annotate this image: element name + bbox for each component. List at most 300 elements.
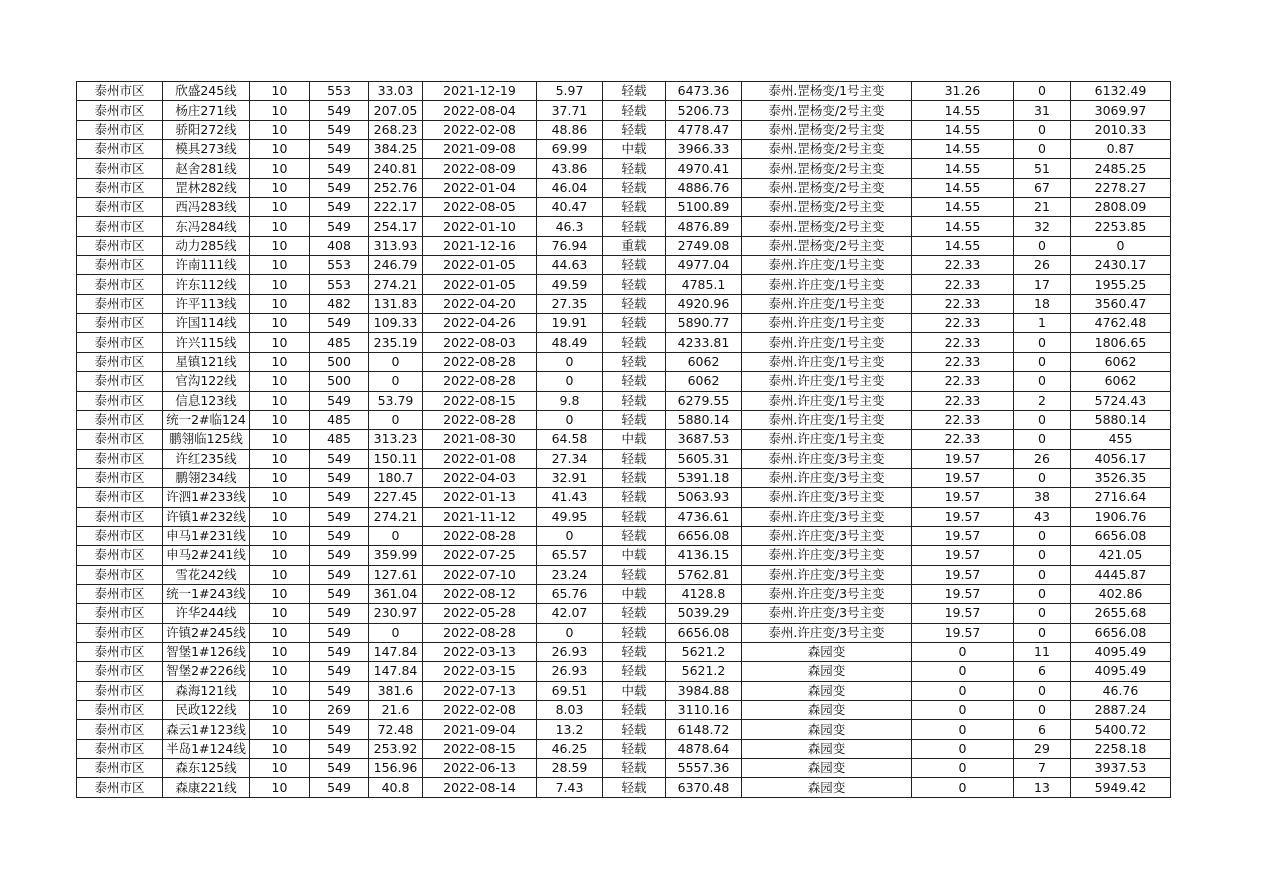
remaining-cell: 4233.81 — [666, 333, 742, 352]
remaining-cell: 6062 — [666, 352, 742, 371]
line-name-cell: 统一2#临124 — [163, 410, 250, 429]
available-cell: 3937.53 — [1071, 759, 1171, 778]
table-body — [77, 82, 1171, 798]
load-rate-cell: 0 — [537, 526, 603, 545]
load-status-cell: 重载 — [603, 236, 666, 255]
table-row — [77, 701, 1171, 720]
current-cell: 72.48 — [369, 720, 423, 739]
count-cell: 38 — [1014, 488, 1071, 507]
available-cell: 3560.47 — [1071, 294, 1171, 313]
transformer-cell: 森园变 — [742, 681, 912, 700]
count-cell: 11 — [1014, 642, 1071, 661]
line-name-cell: 鹏翎234线 — [163, 468, 250, 487]
date-cell: 2022-08-15 — [423, 391, 537, 410]
available-cell: 0.87 — [1071, 140, 1171, 159]
available-cell: 2887.24 — [1071, 701, 1171, 720]
region-cell: 泰州市区 — [77, 256, 163, 275]
region-cell: 泰州市区 — [77, 759, 163, 778]
load-status-cell: 轻载 — [603, 333, 666, 352]
date-cell: 2022-08-28 — [423, 623, 537, 642]
table-row — [77, 391, 1171, 410]
transformer-cell: 森园变 — [742, 701, 912, 720]
remaining-cell: 6062 — [666, 372, 742, 391]
line-name-cell: 罡林282线 — [163, 178, 250, 197]
load-rate-cell: 8.03 — [537, 701, 603, 720]
capacity-cell: 549 — [310, 565, 369, 584]
count-cell: 0 — [1014, 236, 1071, 255]
line-name-cell: 鹏翎临125线 — [163, 430, 250, 449]
load-status-cell: 轻载 — [603, 352, 666, 371]
current-cell: 33.03 — [369, 82, 423, 101]
date-cell: 2021-09-08 — [423, 140, 537, 159]
available-cell: 3069.97 — [1071, 101, 1171, 120]
region-cell: 泰州市区 — [77, 642, 163, 661]
current-cell: 313.23 — [369, 430, 423, 449]
load-rate-cell: 0 — [537, 372, 603, 391]
line-name-cell: 欣盛245线 — [163, 82, 250, 101]
capacity-cell: 549 — [310, 101, 369, 120]
voltage-cell: 10 — [250, 101, 310, 120]
load-rate-cell: 65.57 — [537, 546, 603, 565]
load-status-cell: 轻载 — [603, 623, 666, 642]
rate-cell: 19.57 — [912, 488, 1014, 507]
count-cell: 0 — [1014, 140, 1071, 159]
transformer-cell: 泰州.许庄变/1号主变 — [742, 352, 912, 371]
load-status-cell: 中载 — [603, 140, 666, 159]
line-name-cell: 许东112线 — [163, 275, 250, 294]
rate-cell: 22.33 — [912, 410, 1014, 429]
load-rate-cell: 46.3 — [537, 217, 603, 236]
available-cell: 4445.87 — [1071, 565, 1171, 584]
line-name-cell: 许红235线 — [163, 449, 250, 468]
current-cell: 53.79 — [369, 391, 423, 410]
remaining-cell: 6370.48 — [666, 778, 742, 797]
count-cell: 0 — [1014, 120, 1071, 139]
transformer-cell: 泰州.许庄变/3号主变 — [742, 623, 912, 642]
voltage-cell: 10 — [250, 178, 310, 197]
capacity-cell: 549 — [310, 642, 369, 661]
rate-cell: 31.26 — [912, 82, 1014, 101]
available-cell: 4056.17 — [1071, 449, 1171, 468]
remaining-cell: 5557.36 — [666, 759, 742, 778]
count-cell: 0 — [1014, 584, 1071, 603]
capacity-cell: 549 — [310, 178, 369, 197]
voltage-cell: 10 — [250, 391, 310, 410]
capacity-cell: 549 — [310, 488, 369, 507]
remaining-cell: 3110.16 — [666, 701, 742, 720]
load-rate-cell: 40.47 — [537, 198, 603, 217]
table-row — [77, 82, 1171, 101]
load-rate-cell: 5.97 — [537, 82, 603, 101]
rate-cell: 14.55 — [912, 198, 1014, 217]
load-rate-cell: 28.59 — [537, 759, 603, 778]
available-cell: 2010.33 — [1071, 120, 1171, 139]
count-cell: 67 — [1014, 178, 1071, 197]
load-status-cell: 轻载 — [603, 759, 666, 778]
region-cell: 泰州市区 — [77, 430, 163, 449]
table-row — [77, 275, 1171, 294]
line-name-cell: 民政122线 — [163, 701, 250, 720]
voltage-cell: 10 — [250, 198, 310, 217]
transformer-cell: 泰州.许庄变/3号主变 — [742, 604, 912, 623]
line-name-cell: 申马1#231线 — [163, 526, 250, 545]
load-rate-cell: 64.58 — [537, 430, 603, 449]
date-cell: 2022-08-28 — [423, 526, 537, 545]
region-cell: 泰州市区 — [77, 410, 163, 429]
line-name-cell: 赵舍281线 — [163, 159, 250, 178]
remaining-cell: 5063.93 — [666, 488, 742, 507]
current-cell: 381.6 — [369, 681, 423, 700]
load-rate-cell: 7.43 — [537, 778, 603, 797]
region-cell: 泰州市区 — [77, 507, 163, 526]
transformer-cell: 泰州.罡杨变/2号主变 — [742, 178, 912, 197]
capacity-cell: 549 — [310, 662, 369, 681]
count-cell: 13 — [1014, 778, 1071, 797]
region-cell: 泰州市区 — [77, 198, 163, 217]
capacity-cell: 500 — [310, 352, 369, 371]
region-cell: 泰州市区 — [77, 565, 163, 584]
remaining-cell: 2749.08 — [666, 236, 742, 255]
remaining-cell: 5880.14 — [666, 410, 742, 429]
load-status-cell: 轻载 — [603, 739, 666, 758]
date-cell: 2021-11-12 — [423, 507, 537, 526]
rate-cell: 19.57 — [912, 507, 1014, 526]
count-cell: 26 — [1014, 449, 1071, 468]
transformer-cell: 泰州.许庄变/1号主变 — [742, 294, 912, 313]
voltage-cell: 10 — [250, 759, 310, 778]
voltage-cell: 10 — [250, 352, 310, 371]
line-name-cell: 森云1#123线 — [163, 720, 250, 739]
date-cell: 2022-04-26 — [423, 314, 537, 333]
transformer-cell: 泰州.罡杨变/2号主变 — [742, 159, 912, 178]
region-cell: 泰州市区 — [77, 720, 163, 739]
region-cell: 泰州市区 — [77, 623, 163, 642]
available-cell: 2716.64 — [1071, 488, 1171, 507]
remaining-cell: 5762.81 — [666, 565, 742, 584]
rate-cell: 14.55 — [912, 101, 1014, 120]
rate-cell: 22.33 — [912, 372, 1014, 391]
current-cell: 0 — [369, 526, 423, 545]
load-status-cell: 轻载 — [603, 662, 666, 681]
load-rate-cell: 27.34 — [537, 449, 603, 468]
load-rate-cell: 48.49 — [537, 333, 603, 352]
rate-cell: 19.57 — [912, 604, 1014, 623]
date-cell: 2022-08-04 — [423, 101, 537, 120]
transformer-cell: 森园变 — [742, 759, 912, 778]
capacity-cell: 500 — [310, 372, 369, 391]
load-rate-cell: 69.99 — [537, 140, 603, 159]
rate-cell: 19.57 — [912, 546, 1014, 565]
capacity-cell: 549 — [310, 507, 369, 526]
current-cell: 0 — [369, 352, 423, 371]
table-row — [77, 584, 1171, 603]
region-cell: 泰州市区 — [77, 449, 163, 468]
remaining-cell: 6148.72 — [666, 720, 742, 739]
table-row — [77, 681, 1171, 700]
load-rate-cell: 32.91 — [537, 468, 603, 487]
load-rate-cell: 0 — [537, 410, 603, 429]
line-name-cell: 半岛1#124线 — [163, 739, 250, 758]
capacity-cell: 549 — [310, 468, 369, 487]
table-row — [77, 178, 1171, 197]
rate-cell: 22.33 — [912, 352, 1014, 371]
region-cell: 泰州市区 — [77, 604, 163, 623]
capacity-cell: 549 — [310, 449, 369, 468]
rate-cell: 0 — [912, 662, 1014, 681]
table-row — [77, 565, 1171, 584]
load-rate-cell: 9.8 — [537, 391, 603, 410]
remaining-cell: 4977.04 — [666, 256, 742, 275]
available-cell: 421.05 — [1071, 546, 1171, 565]
date-cell: 2021-12-19 — [423, 82, 537, 101]
load-status-cell: 轻载 — [603, 604, 666, 623]
region-cell: 泰州市区 — [77, 739, 163, 758]
region-cell: 泰州市区 — [77, 352, 163, 371]
current-cell: 147.84 — [369, 662, 423, 681]
voltage-cell: 10 — [250, 507, 310, 526]
rate-cell: 22.33 — [912, 256, 1014, 275]
table-row — [77, 294, 1171, 313]
remaining-cell: 4878.64 — [666, 739, 742, 758]
count-cell: 17 — [1014, 275, 1071, 294]
rate-cell: 19.57 — [912, 565, 1014, 584]
capacity-cell: 549 — [310, 739, 369, 758]
count-cell: 0 — [1014, 604, 1071, 623]
line-name-cell: 许平113线 — [163, 294, 250, 313]
rate-cell: 19.57 — [912, 468, 1014, 487]
table-row — [77, 410, 1171, 429]
rate-cell: 0 — [912, 701, 1014, 720]
available-cell: 5400.72 — [1071, 720, 1171, 739]
available-cell: 2278.27 — [1071, 178, 1171, 197]
voltage-cell: 10 — [250, 449, 310, 468]
date-cell: 2022-08-09 — [423, 159, 537, 178]
transformer-cell: 森园变 — [742, 739, 912, 758]
available-cell: 5949.42 — [1071, 778, 1171, 797]
capacity-cell: 549 — [310, 120, 369, 139]
table-row — [77, 623, 1171, 642]
load-rate-cell: 0 — [537, 623, 603, 642]
count-cell: 29 — [1014, 739, 1071, 758]
table-row — [77, 642, 1171, 661]
region-cell: 泰州市区 — [77, 546, 163, 565]
rate-cell: 22.33 — [912, 391, 1014, 410]
available-cell: 4095.49 — [1071, 642, 1171, 661]
available-cell: 455 — [1071, 430, 1171, 449]
remaining-cell: 4886.76 — [666, 178, 742, 197]
date-cell: 2022-01-05 — [423, 256, 537, 275]
remaining-cell: 4136.15 — [666, 546, 742, 565]
date-cell: 2021-08-30 — [423, 430, 537, 449]
table-row — [77, 120, 1171, 139]
transformer-cell: 泰州.许庄变/1号主变 — [742, 430, 912, 449]
count-cell: 0 — [1014, 526, 1071, 545]
count-cell: 26 — [1014, 256, 1071, 275]
rate-cell: 0 — [912, 642, 1014, 661]
current-cell: 150.11 — [369, 449, 423, 468]
current-cell: 253.92 — [369, 739, 423, 758]
current-cell: 235.19 — [369, 333, 423, 352]
current-cell: 0 — [369, 372, 423, 391]
available-cell: 6062 — [1071, 372, 1171, 391]
voltage-cell: 10 — [250, 642, 310, 661]
line-name-cell: 东冯284线 — [163, 217, 250, 236]
voltage-cell: 10 — [250, 739, 310, 758]
remaining-cell: 6656.08 — [666, 623, 742, 642]
transformer-cell: 泰州.许庄变/3号主变 — [742, 565, 912, 584]
region-cell: 泰州市区 — [77, 178, 163, 197]
date-cell: 2022-04-20 — [423, 294, 537, 313]
load-status-cell: 轻载 — [603, 82, 666, 101]
line-name-cell: 许泗1#233线 — [163, 488, 250, 507]
rate-cell: 19.57 — [912, 526, 1014, 545]
count-cell: 21 — [1014, 198, 1071, 217]
load-status-cell: 轻载 — [603, 507, 666, 526]
voltage-cell: 10 — [250, 488, 310, 507]
load-rate-cell: 41.43 — [537, 488, 603, 507]
current-cell: 384.25 — [369, 140, 423, 159]
region-cell: 泰州市区 — [77, 101, 163, 120]
rate-cell: 14.55 — [912, 159, 1014, 178]
table-row — [77, 236, 1171, 255]
rate-cell: 19.57 — [912, 584, 1014, 603]
date-cell: 2022-07-13 — [423, 681, 537, 700]
load-status-cell: 轻载 — [603, 701, 666, 720]
current-cell: 131.83 — [369, 294, 423, 313]
table-row — [77, 101, 1171, 120]
current-cell: 222.17 — [369, 198, 423, 217]
current-cell: 109.33 — [369, 314, 423, 333]
count-cell: 0 — [1014, 410, 1071, 429]
region-cell: 泰州市区 — [77, 159, 163, 178]
capacity-cell: 269 — [310, 701, 369, 720]
line-name-cell: 智堡1#126线 — [163, 642, 250, 661]
line-name-cell: 统一1#243线 — [163, 584, 250, 603]
transformer-cell: 泰州.许庄变/1号主变 — [742, 314, 912, 333]
table-row — [77, 720, 1171, 739]
load-rate-cell: 46.25 — [537, 739, 603, 758]
transformer-cell: 泰州.许庄变/3号主变 — [742, 584, 912, 603]
transformer-cell: 泰州.许庄变/1号主变 — [742, 256, 912, 275]
voltage-cell: 10 — [250, 546, 310, 565]
voltage-cell: 10 — [250, 778, 310, 797]
current-cell: 147.84 — [369, 642, 423, 661]
capacity-cell: 485 — [310, 333, 369, 352]
count-cell: 18 — [1014, 294, 1071, 313]
load-status-cell: 中载 — [603, 430, 666, 449]
load-rate-cell: 65.76 — [537, 584, 603, 603]
region-cell: 泰州市区 — [77, 778, 163, 797]
table-row — [77, 739, 1171, 758]
capacity-cell: 549 — [310, 604, 369, 623]
line-name-cell: 官沟122线 — [163, 372, 250, 391]
transformer-cell: 泰州.许庄变/3号主变 — [742, 507, 912, 526]
remaining-cell: 3687.53 — [666, 430, 742, 449]
load-rate-cell: 48.86 — [537, 120, 603, 139]
capacity-cell: 553 — [310, 275, 369, 294]
table-row — [77, 198, 1171, 217]
rate-cell: 0 — [912, 681, 1014, 700]
date-cell: 2022-08-14 — [423, 778, 537, 797]
available-cell: 4095.49 — [1071, 662, 1171, 681]
line-name-cell: 模具273线 — [163, 140, 250, 159]
line-name-cell: 许镇1#232线 — [163, 507, 250, 526]
transformer-cell: 泰州.罡杨变/2号主变 — [742, 236, 912, 255]
available-cell: 6132.49 — [1071, 82, 1171, 101]
count-cell: 7 — [1014, 759, 1071, 778]
remaining-cell: 5100.89 — [666, 198, 742, 217]
count-cell: 0 — [1014, 468, 1071, 487]
transformer-cell: 泰州.许庄变/1号主变 — [742, 372, 912, 391]
rate-cell: 22.33 — [912, 314, 1014, 333]
load-status-cell: 轻载 — [603, 449, 666, 468]
current-cell: 252.76 — [369, 178, 423, 197]
line-name-cell: 许华244线 — [163, 604, 250, 623]
remaining-cell: 5890.77 — [666, 314, 742, 333]
transformer-cell: 泰州.罡杨变/2号主变 — [742, 101, 912, 120]
load-status-cell: 轻载 — [603, 488, 666, 507]
capacity-cell: 482 — [310, 294, 369, 313]
load-status-cell: 轻载 — [603, 178, 666, 197]
date-cell: 2021-09-04 — [423, 720, 537, 739]
date-cell: 2022-01-08 — [423, 449, 537, 468]
count-cell: 6 — [1014, 720, 1071, 739]
remaining-cell: 5621.2 — [666, 642, 742, 661]
region-cell: 泰州市区 — [77, 701, 163, 720]
available-cell: 5724.43 — [1071, 391, 1171, 410]
table-row — [77, 759, 1171, 778]
remaining-cell: 4128.8 — [666, 584, 742, 603]
line-name-cell: 森东125线 — [163, 759, 250, 778]
region-cell: 泰州市区 — [77, 584, 163, 603]
region-cell: 泰州市区 — [77, 391, 163, 410]
region-cell: 泰州市区 — [77, 333, 163, 352]
load-rate-cell: 49.95 — [537, 507, 603, 526]
voltage-cell: 10 — [250, 333, 310, 352]
capacity-cell: 549 — [310, 681, 369, 700]
rate-cell: 0 — [912, 759, 1014, 778]
rate-cell: 14.55 — [912, 236, 1014, 255]
rate-cell: 0 — [912, 778, 1014, 797]
date-cell: 2022-08-28 — [423, 352, 537, 371]
date-cell: 2022-08-28 — [423, 372, 537, 391]
capacity-cell: 549 — [310, 159, 369, 178]
current-cell: 274.21 — [369, 275, 423, 294]
voltage-cell: 10 — [250, 140, 310, 159]
available-cell: 1906.76 — [1071, 507, 1171, 526]
table-row — [77, 604, 1171, 623]
voltage-cell: 10 — [250, 701, 310, 720]
current-cell: 156.96 — [369, 759, 423, 778]
count-cell: 31 — [1014, 101, 1071, 120]
line-name-cell: 许兴115线 — [163, 333, 250, 352]
line-name-cell: 西冯283线 — [163, 198, 250, 217]
capacity-cell: 553 — [310, 256, 369, 275]
transformer-cell: 泰州.许庄变/3号主变 — [742, 526, 912, 545]
load-rate-cell: 26.93 — [537, 642, 603, 661]
table-row — [77, 333, 1171, 352]
load-status-cell: 轻载 — [603, 468, 666, 487]
remaining-cell: 5206.73 — [666, 101, 742, 120]
current-cell: 313.93 — [369, 236, 423, 255]
remaining-cell: 6473.36 — [666, 82, 742, 101]
current-cell: 207.05 — [369, 101, 423, 120]
table-row — [77, 430, 1171, 449]
region-cell: 泰州市区 — [77, 294, 163, 313]
voltage-cell: 10 — [250, 584, 310, 603]
available-cell: 1806.65 — [1071, 333, 1171, 352]
transformer-cell: 森园变 — [742, 662, 912, 681]
